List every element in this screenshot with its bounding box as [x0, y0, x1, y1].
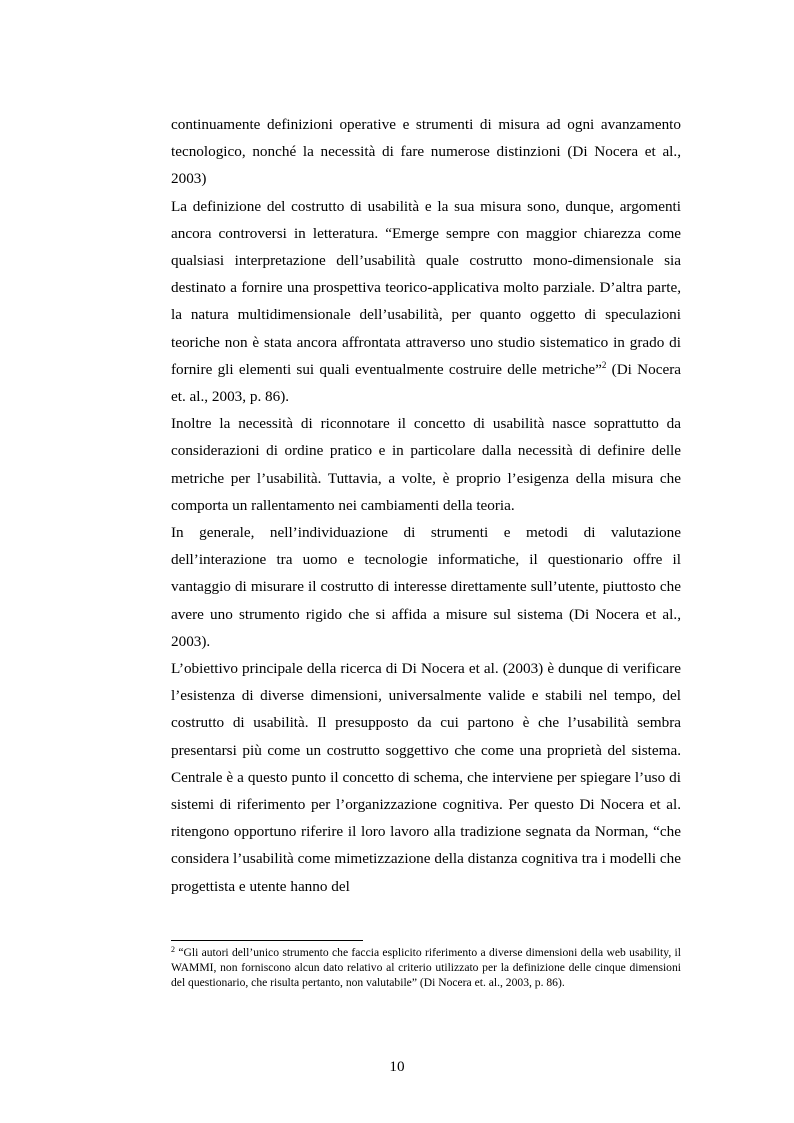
paragraph-usability-definition	[171, 193, 681, 411]
paragraph-text: La definizione del costrutto di usabilità e la sua misura sono, dunque, argomenti ancora controversi in letteratura. “Emerge sempre con maggior chiarezza come qualsiasi interpretazione dell’usabilità quale costrutto mono-dimensionale sia destinato a fornire una prospettiva teorico-applicativa molto parziale. D’altra parte, la natura multidimensionale dell’usabilità, per quanto oggetto di speculazioni teoriche non è stata ancora affrontata attraverso uno studio sistematico in grado di fornire gli elementi sui quali eventualmente costruire delle metriche”	[171, 197, 681, 378]
body-text	[171, 111, 681, 900]
paragraph-metrics	[171, 410, 681, 519]
paragraph-text: In generale, nell’individuazione di strumenti e metodi di valutazione dell’interazione tra uomo e tecnologie informatiche, il questionario offre il vantaggio di misurare il costrutto di interesse direttamente sull’utente, piuttosto che avere uno strumento rigido che si affida a misure sul sistema (Di Nocera et al., 2003).	[171, 524, 681, 650]
footnote	[171, 946, 681, 990]
footnote-mark: 2	[171, 945, 175, 954]
footnote-divider	[171, 940, 363, 941]
paragraph-continuation	[171, 111, 681, 193]
paragraph-text: (Di Nocera et. al., 2003, p. 86).	[171, 360, 681, 406]
paragraph-questionnaire	[171, 519, 681, 655]
paragraph-text: continuamente definizioni operative e strumenti di misura ad ogni avanzamento tecnologico, nonché la necessità di fare numerose distinzioni (Di Nocera et al., 2003)	[171, 116, 681, 188]
footnote-text: “Gli autori dell’unico strumento che faccia esplicito riferimento a diverse dimensioni della web usability, il WAMMI, non forniscono alcun dato relativo al criterio utilizzato per la definizione delle cinque dimensioni del questionario, che risulta pertanto, non valutabile” (Di Nocera et. al., 2003, p. 86).	[171, 946, 681, 989]
paragraph-text: Inoltre la necessità di riconnotare il concetto di usabilità nasce soprattutto da considerazioni di ordine pratico e in particolare dalla necessità di definire delle metriche per l’usabilità. Tuttavia, a volte, è proprio l’esigenza della misura che comporta un rallentamento nei cambiamenti della teoria.	[171, 415, 681, 514]
footnote-reference[interactable]: 2	[601, 359, 607, 370]
paragraph-text: L’obiettivo principale della ricerca di Di Nocera et al. (2003) è dunque di verificare l’esistenza di diverse dimensioni, universalmente valide e stabili nel tempo, del costrutto di usabilità. Il presupposto da cui partono è che l’usabilità sembra presentarsi più come un costrutto soggettivo che come una proprietà del sistema. Centrale è a questo punto il concetto di schema, che interviene per spiegare l’uso di sistemi di riferimento per l’organizzazione cognitiva. Per questo Di Nocera et al. ritengono opportuno riferire il loro lavoro alla tradizione segnata da Norman, “che considera l’usabilità come mimetizzazione della distanza cognitiva tra i modelli che progettista e utente hanno del	[171, 660, 681, 895]
paragraph-research-objective	[171, 655, 681, 900]
page-number: 10	[389, 1058, 405, 1075]
